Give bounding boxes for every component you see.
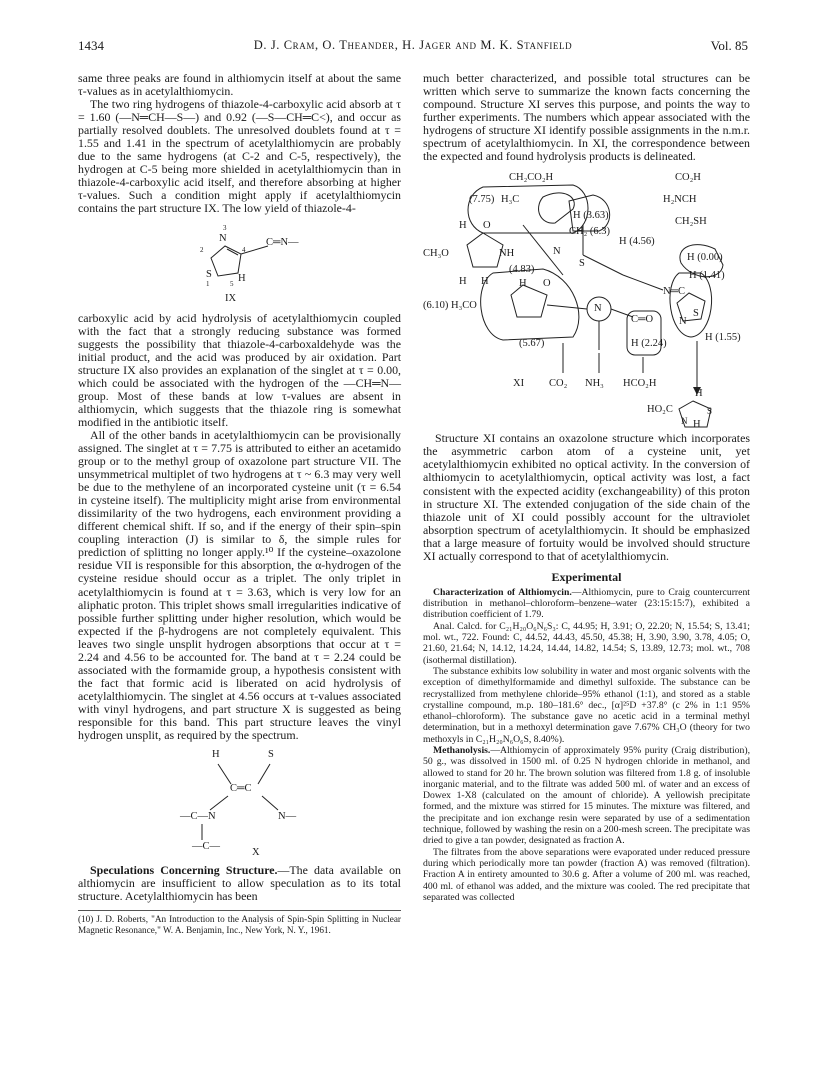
- structure-label: IX: [225, 292, 237, 304]
- section-text: —The data available on althiomycin are insufficient to allow speculation as to its total structure. Acetylalthiomycin has been: [78, 863, 401, 904]
- page-number: 1434: [78, 38, 104, 53]
- paragraph: [78, 864, 401, 903]
- subsection-text: —Althiomycin, pure to Craig countercurrent distribution in methanol–chloroform–benzene–water (23:15:15:7), exhibited a distribution coefficient of 1.79.: [423, 586, 750, 621]
- hydrolysis-product: CO₂: [549, 378, 568, 390]
- sulfur-atom: S: [268, 749, 274, 761]
- paragraph: carboxylic acid by acid hydrolysis of acetylalthiomycin coupled with the fact that a strongly reducing substance was formed suggests the possibility that thiazole-4-carboxaldehyde was the initial product, and the acid was produced by air oxidation. Part structure IX also provides an explanation of the singlet at τ = 0.00, which could be associated with the hydrogen of the —CH═N— group. Most of these bands at low τ-values are absent in althiomycin, which suggests that the thiazole ring is somewhat modified in the antibiotic itself.: [78, 310, 401, 429]
- amine-group: N—: [278, 811, 297, 823]
- structure-ix-figure: [78, 218, 401, 310]
- nitrogen-atom: N: [219, 232, 227, 244]
- hydrogen-atom: H: [695, 388, 703, 400]
- chemical-label: N═C: [663, 286, 686, 298]
- sulfur-atom: S: [693, 308, 699, 320]
- left-column: [78, 72, 401, 936]
- hydrogen-atom: H: [212, 749, 220, 761]
- oxygen-atom: O: [543, 278, 551, 290]
- nmr-value: (6.10) H₃CO: [423, 300, 477, 312]
- hydrogen-atom: H: [519, 278, 527, 290]
- chemical-label: NH: [499, 248, 515, 260]
- section-title: Experimental: [551, 569, 622, 584]
- paragraph: much better characterized, and possible total structures can be written which serve to summarize the known facts concerning the compound. Structure XI serves this purpose, and points the way to further experiments. The numbers which appear associated with the hydrogens of structure XI identify possible assignments in the n.m.r. spectrum of acetylalthiomycin. In XI, the correspondence between the expected and found hydrolysis products is delineated.: [423, 71, 750, 164]
- right-column: [423, 72, 750, 903]
- nmr-value: H (1.55): [705, 332, 741, 344]
- hydrogen-atom: H: [693, 419, 701, 431]
- subsection-heading: Methanolysis.: [433, 745, 491, 756]
- sulfur-atom: S: [579, 258, 585, 270]
- structure-xi-figure: [423, 165, 750, 430]
- amine-group: —C—N: [180, 811, 216, 823]
- paragraph: same three peaks are found in althiomycin itself at about the same τ-values as in acetylalthiomycin.: [78, 71, 401, 99]
- footnote: (10) J. D. Roberts, "An Introduction to the Analysis of Spin-Spin Splitting in Nuclear Magnetic Resonance," W. A. Benjamin, Inc., New York, N. Y., 1961.: [78, 910, 401, 936]
- nmr-value: CH₂ (6.3): [569, 226, 610, 238]
- volume-number: Vol. 85: [710, 38, 748, 53]
- structure-label: XI: [513, 378, 525, 390]
- paragraph: The filtrates from the above separations were evaporated under reduced pressure during which periodically more tan powder (fraction A) was removed (filtration). Fraction A in entirety amounted to 30.6 g. After a volume of 200 ml. was reached, 400 ml. of ethanol was added, and the mixture was cooled. The red precipitate that separated was collected: [423, 846, 750, 903]
- page-header: [78, 38, 748, 56]
- nmr-value: H (2.24): [631, 338, 667, 350]
- chemical-label: CH₃O: [423, 248, 449, 260]
- structure-ix-drawing: [78, 218, 401, 310]
- analysis-paragraph: Anal. Calcd. for C₂₁H₂₀O₆N₆S₃: C, 44.95; H, 3.91; O, 22.20; N, 15.54; S, 13.41; mol. wt., 722. Found: C, 44.52, 44.43, 45.50, 45.38; H, 3.90, 3.90, 3.78, 4.05; O, 21.60, 21.64; N, 14.12, 14.24, 14.44, 14.82, 14.54; S, 13.89, 12.73; mol. wt., 708 (isothermal distillation).: [423, 620, 750, 666]
- chemical-label: H₃C: [501, 194, 520, 206]
- oxygen-atom: O: [483, 220, 491, 232]
- chemical-label: CO₂H: [675, 172, 701, 184]
- paragraph: [423, 745, 750, 847]
- nmr-value: H (0.00): [687, 252, 723, 264]
- paragraph: Structure XI contains an oxazolone structure which incorporates the asymmetric carbon atom of a cysteine unit, yet acetylalthiomycin exhibited no optical activity. In the conversion of althiomycin to acetylalthiomycin, optical activity was lost, a fact consistent with the expected acidity (exchangeability) of this proton in structure XI. The extended conjugation of the side chain of the thiazole unit of XI could possibly account for the ultraviolet absorption spectrum of acetylalthiomycin. It should be emphasized that a large measure of fortuity would be involved should structure XI actually correspond to that of acetylalthiomycin.: [423, 431, 750, 563]
- experimental-section: [423, 587, 750, 903]
- ring-number: 3: [223, 223, 227, 232]
- structure-x-figure: [78, 744, 401, 862]
- chemical-label: HO₂C: [647, 404, 673, 416]
- hydrogen-atom: H: [481, 276, 489, 288]
- nmr-value: H (3.63): [573, 210, 609, 222]
- ring-number: 1: [206, 279, 210, 288]
- paragraph: The two ring hydrogens of thiazole-4-carboxylic acid absorb at τ = 1.60 (—N═CH—S—) and 0.92 (—S—CH═C<), and occur as partially resolved doublets. The unresolved doublets found at τ = 1.55 and 1.41 in the spectrum of acetylalthiomycin are probably due to the same hydrogens (at C-2 and C-5, respectively), the hydrogen at C-5 being more shielded in acetylalthiomycin than in thiazole-4-carboxylic acid itself, and therefore absorbing at higher τ-values. Such a condition might apply if acetylalthiomycin contains the part structure IX. The low yield of thiazole-4-: [78, 97, 401, 216]
- nitrogen-atom: N: [594, 303, 602, 315]
- subsection-heading: Characterization of Althiomycin.: [433, 586, 572, 598]
- chemical-label: CH₂SH: [675, 216, 707, 228]
- vinyl-bond: C═C: [230, 783, 252, 795]
- nmr-value: (5.67): [519, 338, 545, 350]
- running-authors: D. J. Cram, O. Theander, H. Jager and M. K. Stanfield: [253, 38, 573, 52]
- carbon-group: —C—: [192, 841, 221, 853]
- hydrogen-atom: H: [459, 220, 467, 232]
- hydrogen-atom: H: [459, 276, 467, 288]
- ring-number: 4: [242, 245, 246, 254]
- chemical-label: CH₂CO₂H: [509, 172, 554, 184]
- structure-label: X: [252, 847, 260, 859]
- chemical-label: C═O: [631, 314, 654, 326]
- nitrogen-atom: N: [553, 246, 561, 258]
- nitrogen-atom: N: [679, 316, 687, 328]
- paragraph: The substance exhibits low solubility in water and most organic solvents with the exception of dimethylformamide and dimethyl sulfoxide. The substance can be recrystallized from methylene chloride–95% ethanol (1:1), and stored as a stable crystalline compound, m.p. 180–181.6° dec., [α]²⁵D +37.8° (c 2% in 1:1 95% ethanol–chloroform). The substance gave no acetic acid in a terminal methyl determination, but in a methoxyl determination gave 7.67% CH₃O (theory for two methoxyls in C₂₁H₂₀N₆O₆S, 8.40%).: [423, 665, 750, 745]
- hydrolysis-product: NH₃: [585, 378, 604, 390]
- nmr-value: H (1.41): [689, 270, 725, 282]
- nmr-value: (4.83): [509, 264, 535, 276]
- hydrogen-atom: H: [238, 272, 246, 284]
- nmr-value: (7.75): [469, 194, 495, 206]
- ring-number: 2: [200, 245, 204, 254]
- structure-x-drawing: [78, 744, 401, 862]
- imine-chain: C═N—: [266, 236, 299, 248]
- sulfur-atom: S: [707, 406, 713, 417]
- nitrogen-atom: N: [681, 416, 688, 427]
- subsection-text: —Althiomycin of approximately 95% purity (Craig distribution), 50 g., was dissolved in 1500 ml. of 0.25 N hydrogen chloride in methanol, and allowed to stand for 20 hr. The brown solution was filtered from 1.8 g. of insoluble inorganic material, and to the filtrate was added 500 ml. of water and an excess of Dowex 1-X8 (calculated on the amount of chloride). A yellowish precipitate formed, and the mixture was stirred for 15 minutes. The mixture was filtered, and the precipitate and ion exchange resin were separated by use of a sedimentation technique, followed by washing the resin on a 200-mesh screen. The precipitate was dried to give a tan powder, designated as fraction A.: [423, 745, 750, 847]
- sulfur-atom: S: [206, 268, 212, 280]
- paragraph: All of the other bands in acetylalthiomycin can be provisionally assigned. The singlet at τ = 7.75 is attributed to either an acetamido group or to the methyl group of oxazolone part structure VII. The unsymmetrical multiplet of two hydrogens at τ ~ 6.3 may very well be due to the methylene of an incorporated cysteine unit (τ = 6.54 in cysteine itself). The multiplicity might arise from environmental dissimilarity of the two hydrogens, each environment providing a different chemical shift. If so, and if the energy of their spin–spin coupling interaction (J) is similar to δ, the simple rules for prediction of splitting no longer apply.¹⁰ If the cysteine–oxazolone residue VII is responsible for this absorption, the α-hydrogen of the cysteine residue should occur as a triplet. The only triplet in acetylalthiomycin is found at τ = 3.63, which is very low for an aliphatic proton. This triplet shows small irregularities indicative of possible further splitting under higher resolution, which would be expected if the β-hydrogens are not completely equivalent. This leaves two single unsplit hydrogen absorptions that occur at τ = 2.24 and 4.56 to be accounted for. The band at τ = 2.24 could be associated with the formamide group, a hypothesis consistent with the fact that formic acid is liberated on acid hydrolysis of acetylalthiomycin. The singlet at 4.56 occurs at τ-values associated with vinyl hydrogens, and part structure X is suggested as being responsible for this band. This part structure leaves the vinyl hydrogen unsplit, as required by the spectrum.: [78, 427, 401, 743]
- nmr-value: H (4.56): [619, 236, 655, 248]
- hydrolysis-product: HCO₂H: [623, 378, 657, 390]
- paragraph: [423, 587, 750, 621]
- section-heading: Speculations Concerning Structure.: [90, 863, 278, 878]
- chemical-label: H₂NCH: [663, 194, 697, 206]
- ring-number: 5: [230, 279, 234, 288]
